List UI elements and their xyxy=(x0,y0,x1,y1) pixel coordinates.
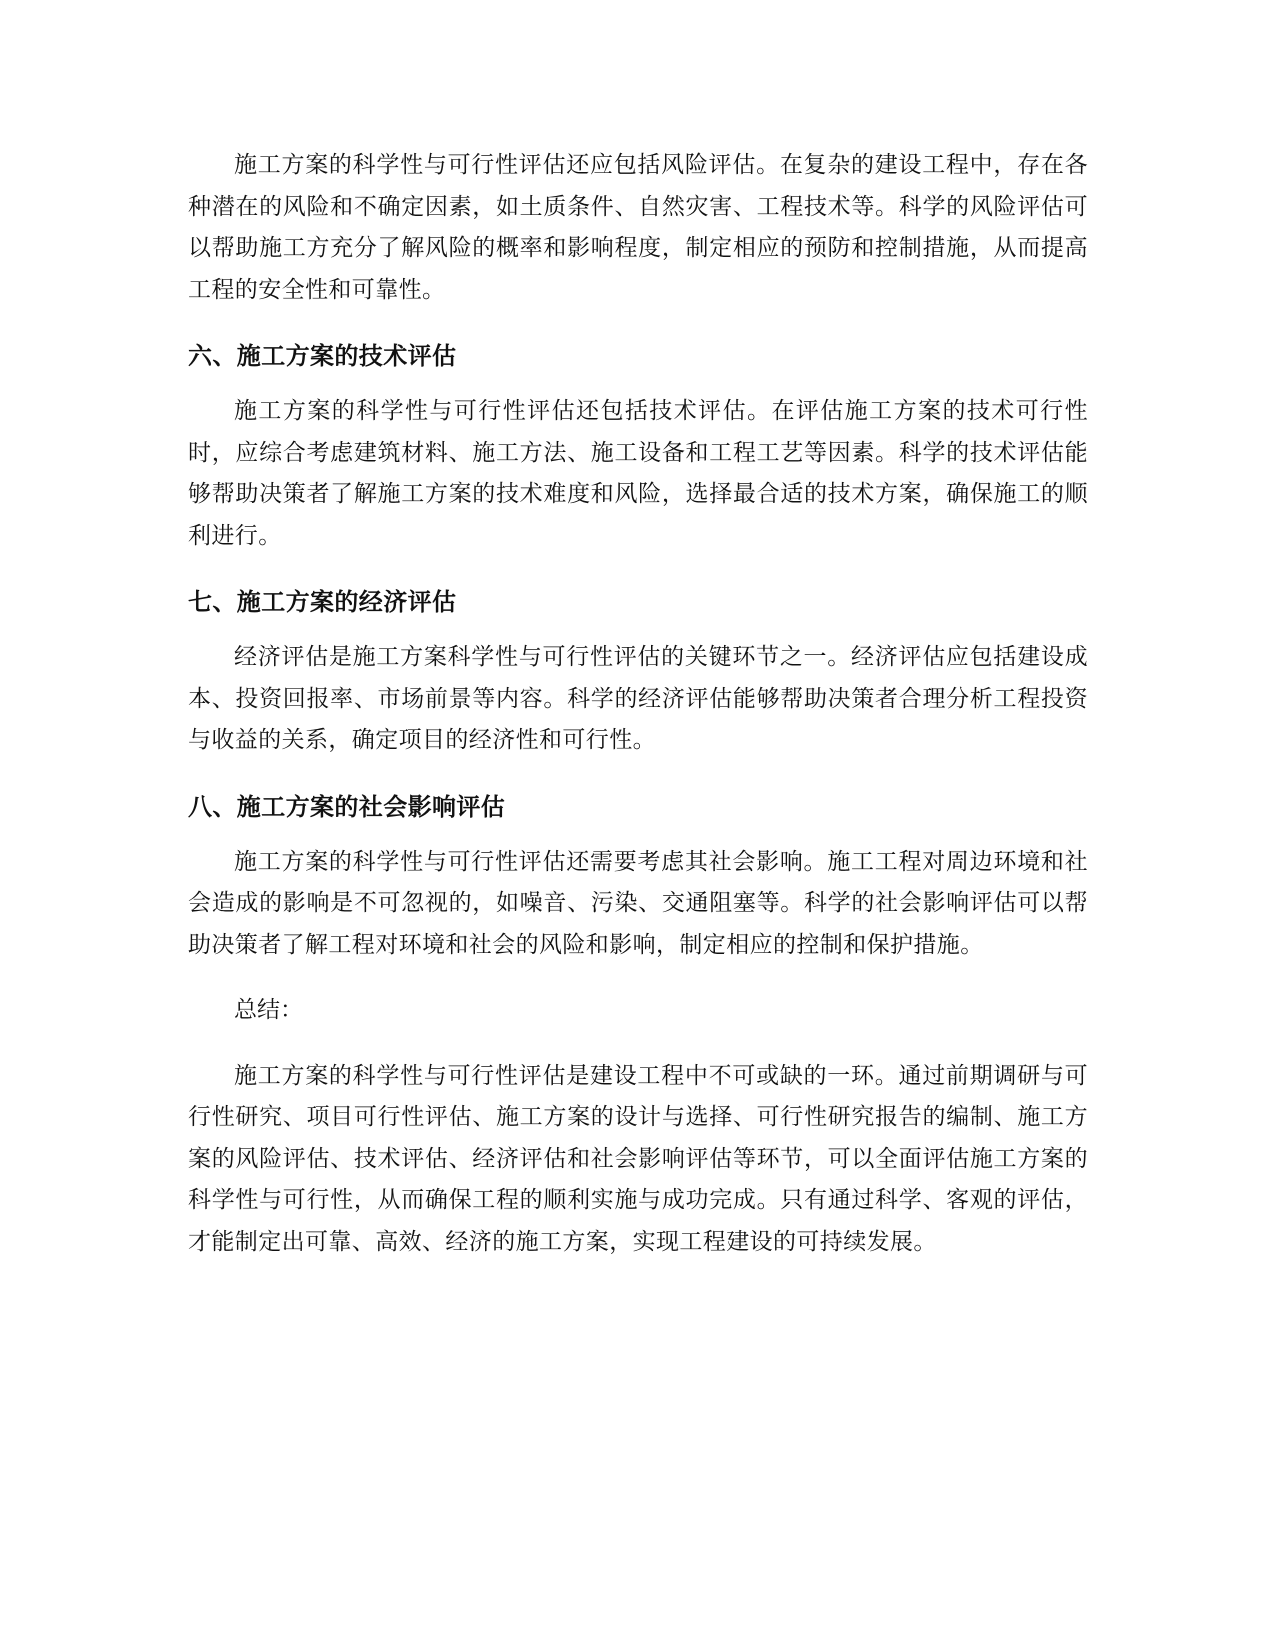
spacer xyxy=(188,762,1088,790)
document-body xyxy=(188,145,1088,1263)
section-heading-technical: 六、施工方案的技术评估 xyxy=(188,342,457,370)
spacer xyxy=(188,824,1088,842)
paragraph-economic-assessment: 经济评估是施工方案科学性与可行性评估的关键环节之一。经济评估应包括建设成本、投资回报率、市场前景等内容。科学的经济评估能够帮助决策者合理分析工程投资与收益的关系，确定项目的经济性和可行性。 xyxy=(188,644,1088,753)
spacer xyxy=(188,619,1088,637)
spacer xyxy=(188,966,1088,990)
section-heading-social: 八、施工方案的社会影响评估 xyxy=(188,792,506,821)
paragraph-risk-assessment: 施工方案的科学性与可行性评估还应包括风险评估。在复杂的建设工程中，存在各种潜在的风险和不确定因素，如土质条件、自然灾害、工程技术等。科学的风险评估可以帮助施工方充分了解风险的概率和影响程度，制定相应的预防和控制措施，从而提高工程的安全性和可靠性。 xyxy=(188,152,1088,303)
paragraph-social-assessment: 施工方案的科学性与可行性评估还需要考虑其社会影响。施工工程对周边环境和社会造成的影响是不可忽视的，如噪音、污染、交通阻塞等。科学的社会影响评估可以帮助决策者了解工程对环境和社会的风险和影响，制定相应的控制和保护措施。 xyxy=(188,848,1088,958)
spacer xyxy=(188,557,1088,585)
summary-label: 总结： xyxy=(234,997,303,1023)
paragraph-summary: 施工方案的科学性与可行性评估是建设工程中不可或缺的一环。通过前期调研与可行性研究、项目可行性评估、施工方案的设计与选择、可行性研究报告的编制、施工方案的风险评估、技术评估、经济评估和社会影响评估等环节，可以全面评估施工方案的科学性与可行性，从而确保工程的顺利实施与成功完成。只有通过科学、客观的评估，才能制定出可靠、高效、经济的施工方案，实现工程建设的可持续发展。 xyxy=(188,1062,1088,1255)
section-heading-economic: 七、施工方案的经济评估 xyxy=(188,588,457,616)
paragraph-technical-assessment: 施工方案的科学性与可行性评估还包括技术评估。在评估施工方案的技术可行性时，应综合考虑建筑材料、施工方法、施工设备和工程工艺等因素。科学的技术评估能够帮助决策者了解施工方案的技术难度和风险，选择最合适的技术方案，确保施工的顺利进行。 xyxy=(188,398,1088,549)
spacer xyxy=(188,373,1088,391)
spacer xyxy=(188,311,1088,339)
spacer xyxy=(188,1032,1088,1056)
